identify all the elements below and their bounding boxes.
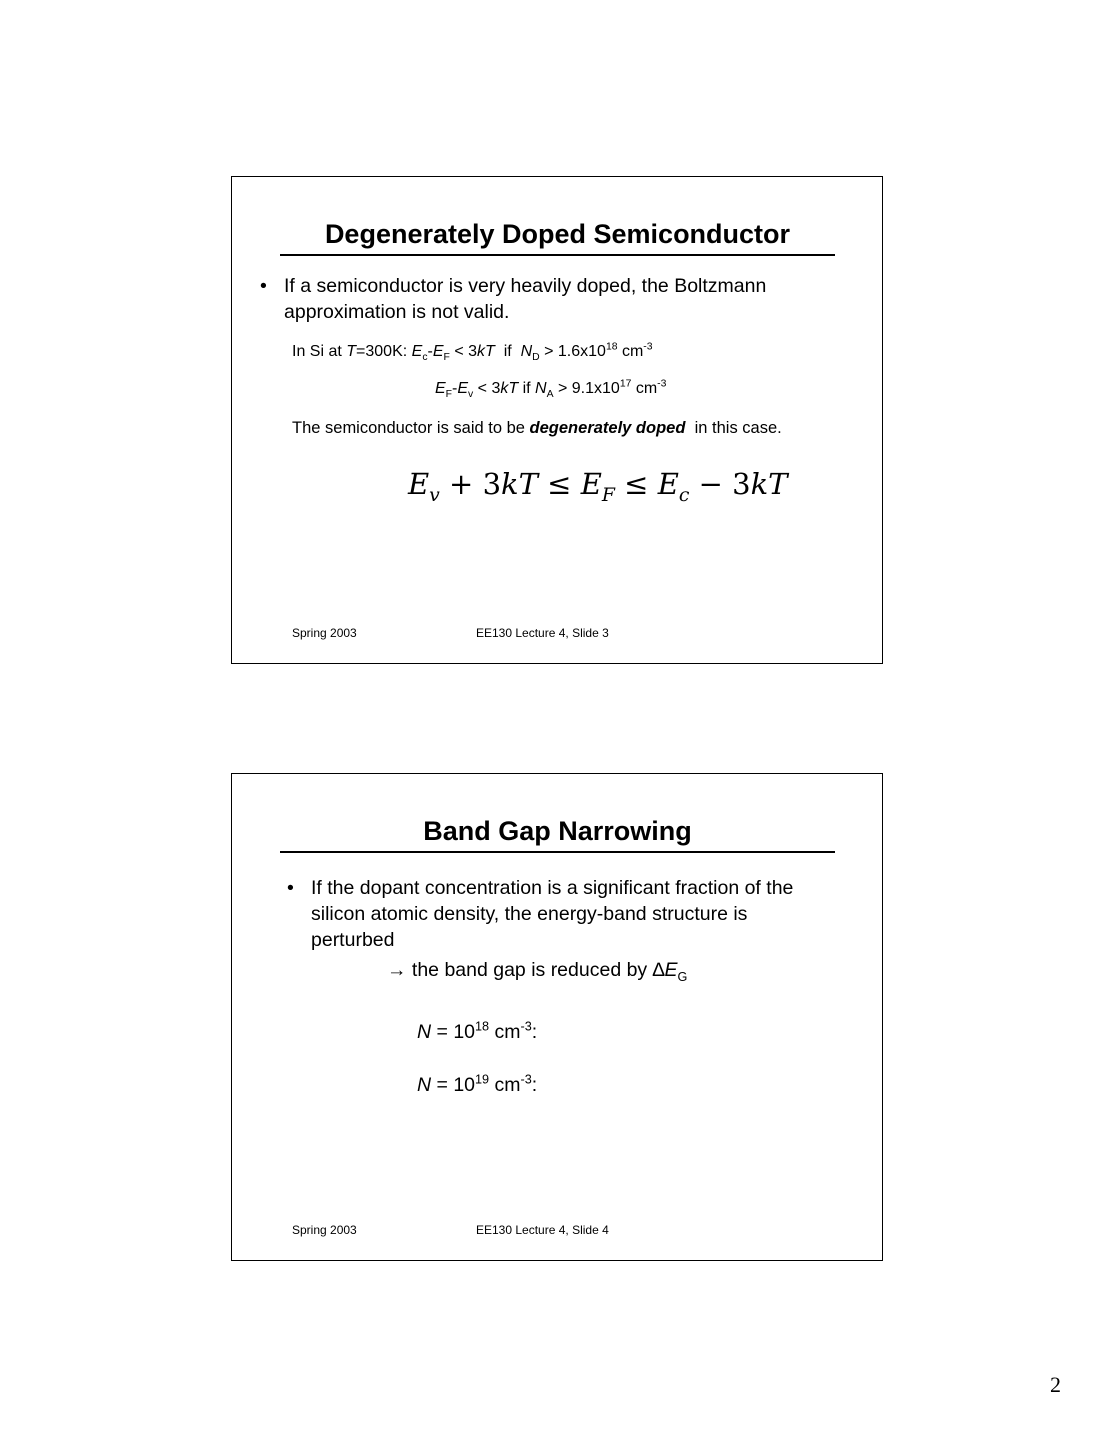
degenerate-statement: The semiconductor is said to be degenerately doped in this case. bbox=[292, 419, 782, 437]
condition-line-p: $E_F-E_v < 3kT$ if $N_A > 9.1x10^{17}$ $cm^{-3}$ bbox=[435, 378, 667, 401]
slide-3 bbox=[231, 176, 883, 664]
band-gap-reduction-line: → the band gap is reduced by $\Delta E_G$ bbox=[387, 959, 688, 984]
slide-title: Band Gap Narrowing bbox=[280, 816, 835, 853]
bullet-text: If a semiconductor is very heavily doped, the Boltzmann approximation is not valid. bbox=[284, 275, 767, 323]
footer-date: Spring 2003 bbox=[292, 626, 357, 640]
footer-date: Spring 2003 bbox=[292, 1223, 357, 1237]
concentration-1e19: $N = 10^{19}$ $cm^{-3}$: bbox=[417, 1072, 538, 1096]
right-arrow-icon: → bbox=[387, 959, 407, 981]
bullet-marker: • bbox=[260, 275, 267, 297]
slide-4 bbox=[231, 773, 883, 1261]
bullet-point bbox=[260, 273, 844, 325]
page-number: 2 bbox=[1050, 1372, 1061, 1397]
fermi-level-equation: $E_v + 3kT \le E_F \le E_c - 3kT$ bbox=[408, 467, 788, 506]
slide-title: Degenerately Doped Semiconductor bbox=[280, 219, 835, 256]
bullet-marker: • bbox=[287, 877, 294, 899]
footer-slide-label: EE130 Lecture 4, Slide 4 bbox=[476, 1223, 609, 1237]
condition-line-n: In Si at T=300K: $E_c-E_F < 3kT$ if $N_D > 1.6x10^{18}$ $cm^{-3}$ bbox=[292, 341, 653, 364]
footer-slide-label: EE130 Lecture 4, Slide 3 bbox=[476, 626, 609, 640]
bullet-text: If the dopant concentration is a significant fraction of the silicon atomic density, the energy-band structure is perturbed bbox=[311, 877, 794, 951]
bullet-point bbox=[287, 875, 836, 953]
concentration-1e18: $N = 10^{18}$ $cm^{-3}$: bbox=[417, 1019, 538, 1043]
